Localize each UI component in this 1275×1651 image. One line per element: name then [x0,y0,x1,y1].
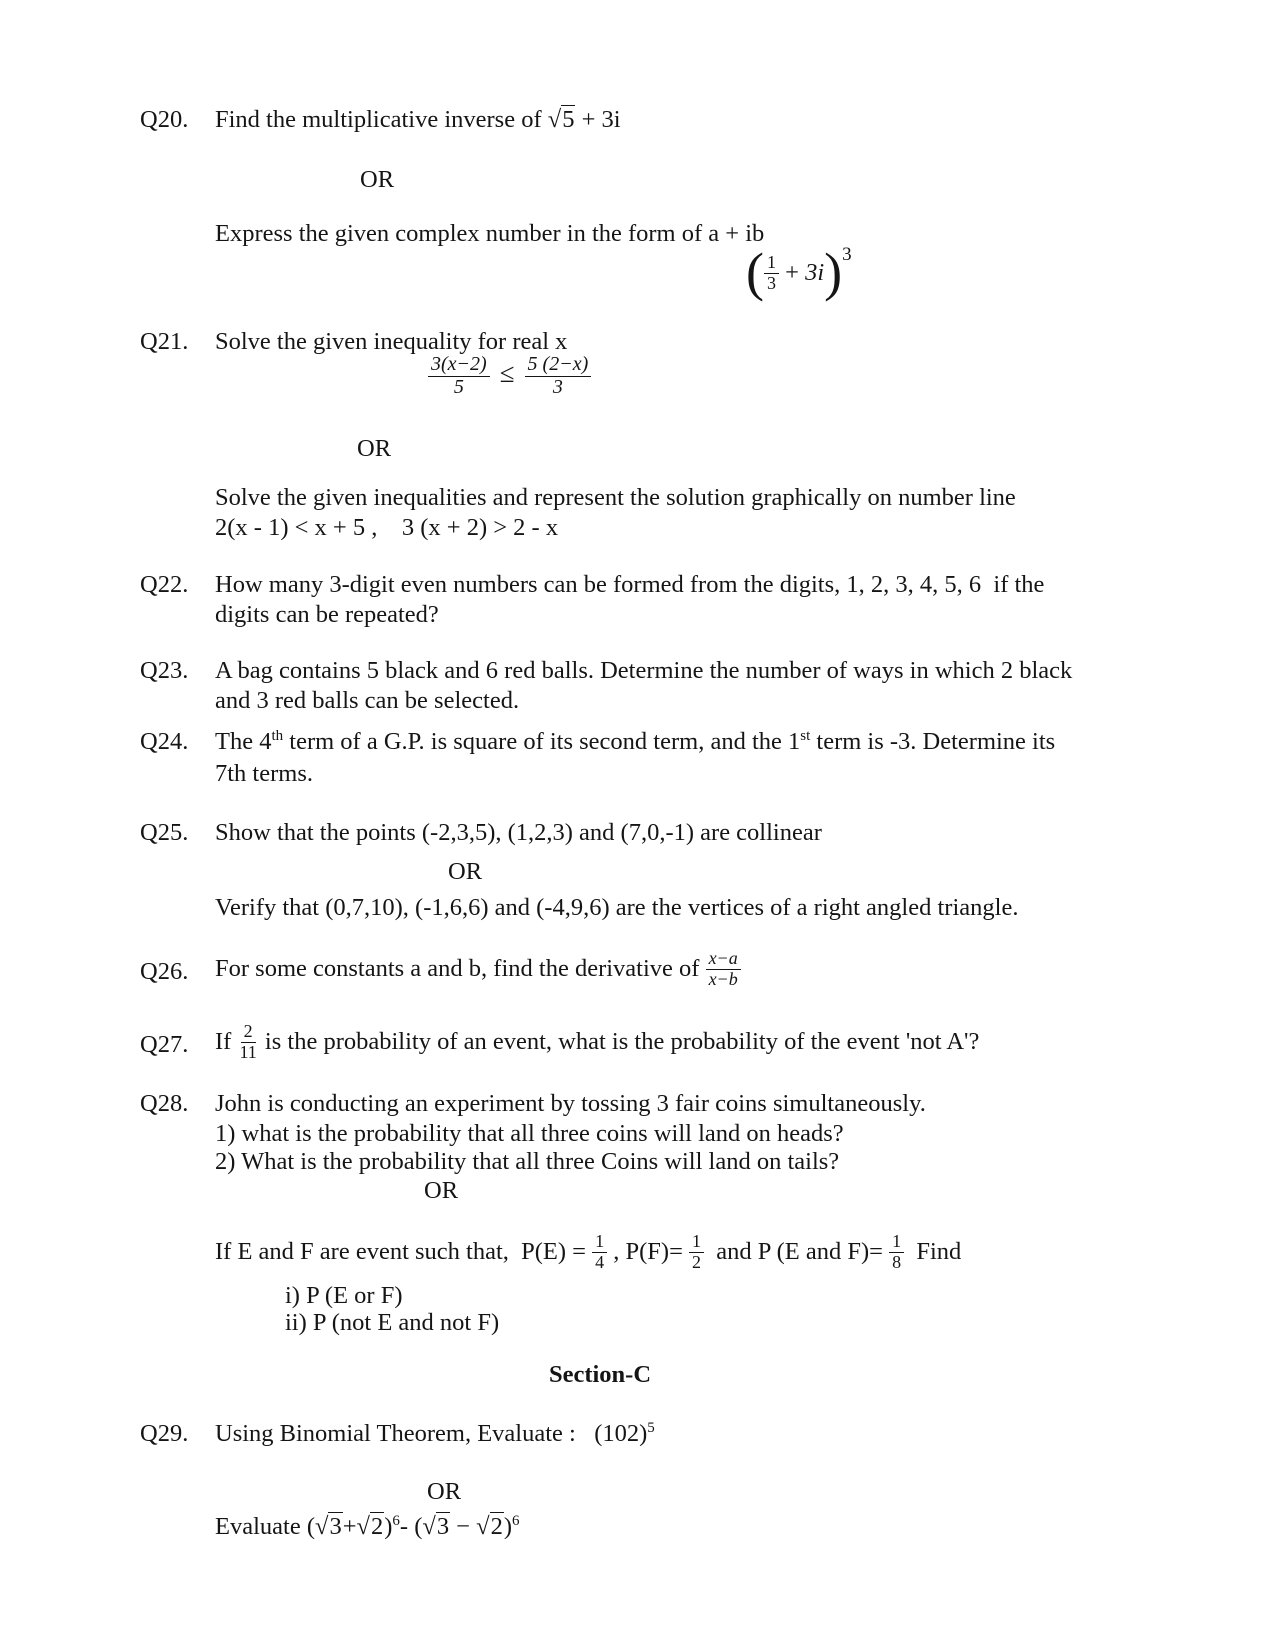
operator: + [778,259,806,286]
open-paren: ( [746,242,764,303]
q23-question-line-2 [215,686,519,716]
fraction [525,354,592,398]
q28-question-line-1 [215,1089,926,1119]
text-part: term of a G.P. is square of its second term, and the 1 [283,728,801,755]
q27-number [140,1030,188,1060]
close-paren: ) [824,242,843,303]
or-separator: OR [448,858,483,885]
text-part: If E and F are event such that, P(E) = [215,1238,593,1265]
superscript: st [800,728,811,744]
question-label: Q21. [140,328,189,355]
fraction [428,354,490,398]
radical-symbol: √ [356,1513,370,1540]
fraction [237,1022,258,1062]
question-label: Q26. [140,958,189,985]
superscript: 6 [392,1513,400,1529]
fraction [689,1232,704,1272]
text-part: 1) what is the probability that all three coins will land on heads? [215,1120,844,1147]
fraction [706,949,741,989]
q28-alt-text [215,1228,961,1276]
or-separator: OR [427,1478,462,1505]
text-part: For some constants a and b, find the derivative of [215,955,706,982]
text-part: Solve the given inequality for real x [215,328,568,355]
fraction-denominator: 8 [892,1251,902,1272]
text-part: 7th terms. [215,760,313,787]
q22-question-line-2 [215,600,439,630]
radical [548,105,576,133]
text-part: - ( [399,1513,423,1540]
superscript: 5 [647,1420,655,1436]
q21-alt-text-1 [215,483,1016,513]
radicand: 5 [562,106,575,133]
q23-number [140,656,188,686]
radicand: 3 [436,1513,450,1540]
text-part: Find [904,1238,962,1265]
radicand: 2 [370,1513,384,1540]
less-equal-sign: ≤ [499,357,515,388]
radicand: 2 [490,1513,503,1540]
superscript: 6 [512,1513,520,1529]
q24-question-line-2 [215,759,313,789]
question-label: Q20. [140,106,189,133]
q24-question-line-1 [215,727,1055,760]
q21-number [140,327,188,357]
q26-question-text [215,943,741,995]
q27-question-text [215,1016,979,1068]
or-separator: OR [360,166,395,193]
q21-inequality [428,352,591,400]
q29-question-text [215,1419,655,1452]
or-separator: OR [424,1177,459,1204]
fraction [889,1232,904,1272]
q28-question-line-3 [215,1147,839,1177]
text-part: ii) P (not E and not F) [285,1309,500,1336]
or-separator: OR [357,435,392,462]
text-part: Find the multiplicative inverse of [215,106,548,133]
fraction [592,1232,607,1272]
text-part: + 3i [575,106,621,133]
text-part: A bag contains 5 black and 6 red balls. Determine the number of ways in which 2 black [215,657,1073,684]
question-label: Q28. [140,1090,189,1117]
q23-question-line-1 [215,656,1072,686]
question-label: Q27. [140,1031,189,1058]
text-part: is the probability of an event, what is the probability of the event 'not A'? [258,1028,980,1055]
text-part: digits can be repeated? [215,601,439,628]
q26-number [140,957,188,987]
operator: − [450,1513,477,1540]
operator: + [342,1513,357,1540]
fraction-numerator: 1 [889,1232,904,1252]
text-part: How many 3-digit even numbers can be formed from the digits, 1, 2, 3, 4, 5, 6 if the [215,571,1045,598]
fraction-denominator: 3 [552,375,563,398]
text-part: Using Binomial Theorem, Evaluate : (102) [215,1420,648,1447]
q20-number [140,105,188,135]
fraction-denominator: 4 [595,1251,605,1272]
text-part: term is -3. Determine its [810,728,1056,755]
q25-number [140,818,188,848]
fraction-denominator: 11 [239,1041,257,1062]
q20-alt-text [215,219,764,249]
text-part: Express the given complex number in the form of a + ib [215,220,765,247]
fraction-denominator: 5 [453,375,464,398]
superscript: th [271,728,284,744]
radical [357,1512,385,1540]
text-part: 2) What is the probability that all three Coins will land on tails? [215,1148,840,1175]
text-part: John is conducting an experiment by tossing 3 fair coins simultaneously. [215,1090,926,1117]
question-label: Q23. [140,657,189,684]
fraction-numerator: 3(x−2) [428,354,490,377]
term: 3i [805,259,825,286]
text-part: Evaluate ( [215,1513,315,1540]
fraction-numerator: 1 [764,253,779,273]
q25-or [448,857,482,887]
text-part: i) P (E or F) [285,1282,403,1309]
q25-question-text [215,818,822,848]
q29-number [140,1419,188,1449]
fraction-denominator: 3 [766,272,776,293]
q28-item-i [285,1281,403,1311]
fraction-numerator: 1 [689,1232,704,1252]
fraction-numerator: 5 (2−x) [525,354,592,377]
q24-number [140,727,188,757]
text-part: and 3 red balls can be selected. [215,687,520,714]
fraction [764,253,779,293]
close-paren: ) [503,1513,513,1540]
text-part: , P(F)= [607,1238,690,1265]
superscript: 3 [842,244,852,265]
fraction-numerator: x−a [706,949,741,969]
text-part: and P (E and F)= [704,1238,890,1265]
radical-symbol: √ [476,1513,490,1540]
q22-question-line-1 [215,570,1044,600]
radical [476,1512,504,1540]
q28-question-line-2 [215,1119,844,1149]
radical-symbol: √ [547,106,562,133]
text-part: Solve the given inequalities and represent the solution graphically on number line [215,484,1016,511]
question-label: Q29. [140,1420,189,1447]
section-title: Section-C [548,1361,652,1388]
radical [422,1512,450,1540]
text-part: Show that the points (-2,3,5), (1,2,3) and (7,0,-1) are collinear [215,819,822,846]
q28-or [424,1176,458,1206]
fraction-numerator: 2 [241,1022,256,1042]
text-part: The 4 [215,728,272,755]
radical-symbol: √ [422,1513,436,1540]
radical-symbol: √ [315,1513,329,1540]
q22-number [140,570,188,600]
question-label: Q25. [140,819,189,846]
q20-question-text [215,105,621,135]
radicand: 3 [329,1513,342,1540]
question-label: Q24. [140,728,189,755]
fraction-denominator: 2 [692,1251,702,1272]
text-part: 2(x - 1) < x + 5 , 3 (x + 2) > 2 - x [215,514,559,541]
q29-alt-text [215,1512,520,1545]
q20-or [360,165,394,195]
radical [315,1512,343,1540]
fraction-denominator: x−b [708,968,738,989]
q20-formula [746,244,852,302]
q28-item-ii [285,1308,499,1338]
close-paren: ) [384,1513,393,1540]
q21-or [357,434,391,464]
text-part: If [215,1028,238,1055]
section-c-heading [105,1360,1095,1390]
q29-or [427,1477,461,1507]
q21-alt-text-2 [215,513,558,543]
q28-number [140,1089,188,1119]
q25-alt-text [215,893,1018,923]
fraction-numerator: 1 [592,1232,607,1252]
text-part: Verify that (0,7,10), (-1,6,6) and (-4,9,6) are the vertices of a right angled triangle. [215,894,1019,921]
question-label: Q22. [140,571,189,598]
